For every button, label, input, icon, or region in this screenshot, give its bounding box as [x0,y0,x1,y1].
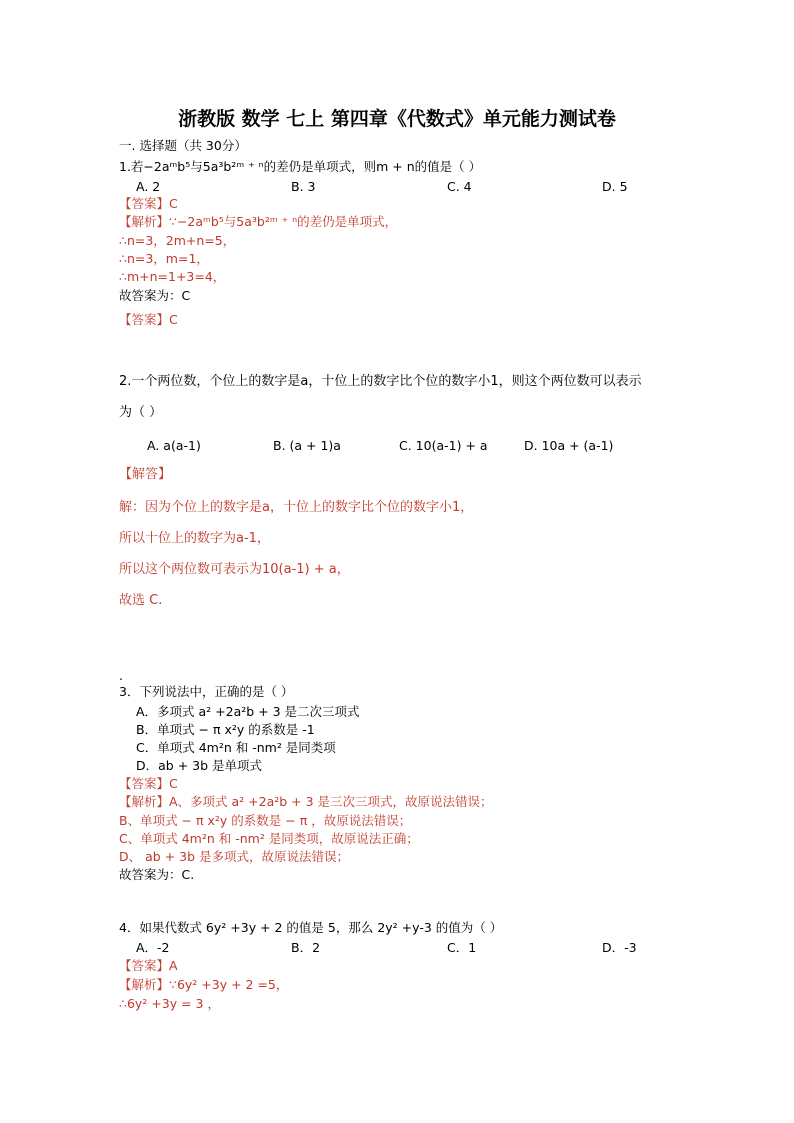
q1-analysis-4: ∴m+n=1+3=4， [119,269,226,284]
q4-option-c: C．1 [447,940,477,955]
q4-answer: 【答案】A [119,958,178,973]
q2-option-d: D. 10a + (a-1) [524,438,614,453]
q3-analysis-3: C、单项式 4m²n 和 -nm² 是同类项，故原说法正确； [119,831,419,846]
q1-analysis-1: 【解析】∵−2aᵐb⁵与5a³b²ᵐ ⁺ ⁿ的差仍是单项式， [119,214,398,229]
q2-option-c: C. 10(a-1) + a [399,438,488,453]
q1-analysis-5: 故答案为：C [119,288,191,303]
q4-option-a: A．-2 [136,940,170,955]
q4-option-d: D．-3 [602,940,637,955]
q3-analysis-4: D、 ab + 3b 是多项式，故原说法错误； [119,849,349,864]
page-title: 浙教版 数学 七上 第四章《代数式》单元能力测试卷 [178,108,616,130]
q1-analysis-3: ∴n=3，m=1， [119,251,209,266]
q2-solution-2: 所以十位上的数字为a-1， [119,531,270,546]
q3-option-b: B．单项式 − π x²y 的系数是 -1 [136,722,315,737]
q4-analysis-2: ∴6y² +3y = 3 ， [119,996,220,1011]
q3-stem: 3．下列说法中，正确的是（ ） [119,684,294,699]
q1-option-d: D. 5 [602,179,628,194]
q3-analysis-1: 【解析】A、多项式 a² +2a²b + 3 是三次三项式，故原说法错误； [119,794,493,809]
q3-analysis-5: 故答案为：C. [119,867,195,882]
q2-solution-4: 故选 C. [119,593,163,608]
q2-solution-1: 解：因为个位上的数字是a，十位上的数字比个位的数字小1， [119,500,474,515]
q2-option-a: A. a(a-1) [147,438,201,453]
q1-option-c: C. 4 [447,179,472,194]
q3-option-c: C．单项式 4m²n 和 -nm² 是同类项 [136,740,336,755]
q2-answer: 【解答】 [119,467,172,482]
q1-answer: 【答案】C [119,196,178,211]
q1-option-b: B. 3 [291,179,316,194]
section-heading: 一. 选择题（共 30分） [119,138,247,153]
q1-analysis-2: ∴n=3，2m+n=5， [119,233,236,248]
q3-option-a: A．多项式 a² +2a²b + 3 是二次三项式 [136,704,360,719]
q1-stem: 1.若−2aᵐb⁵与5a³b²ᵐ ⁺ ⁿ的差仍是单项式，则m + n的值是（ ） [119,159,482,174]
q4-analysis-1: 【解析】∵6y² +3y + 2 =5， [119,977,289,992]
q2-dot: . [119,668,123,683]
q2-option-b: B. (a + 1)a [273,438,341,453]
q4-stem: 4．如果代数式 6y² +3y + 2 的值是 5，那么 2y² +y-3 的值为（ ） [119,920,503,935]
q3-analysis-2: B、单项式 − π x²y 的系数是 − π ，故原说法错误； [119,813,412,828]
q3-option-d: D．ab + 3b 是单项式 [136,758,263,773]
q1-option-a: A. 2 [136,179,161,194]
q2-stem: 2.一个两位数，个位上的数字是a，十位上的数字比个位的数字小1，则这个两位数可以表示 [119,374,642,389]
q3-answer: 【答案】C [119,776,178,791]
q2-stem-cont: 为（ ） [119,405,163,420]
q2-solution-3: 所以这个两位数可表示为10(a-1) + a， [119,562,350,577]
q4-option-b: B．2 [291,940,321,955]
q1-answer-repeat: 【答案】C [119,312,178,327]
